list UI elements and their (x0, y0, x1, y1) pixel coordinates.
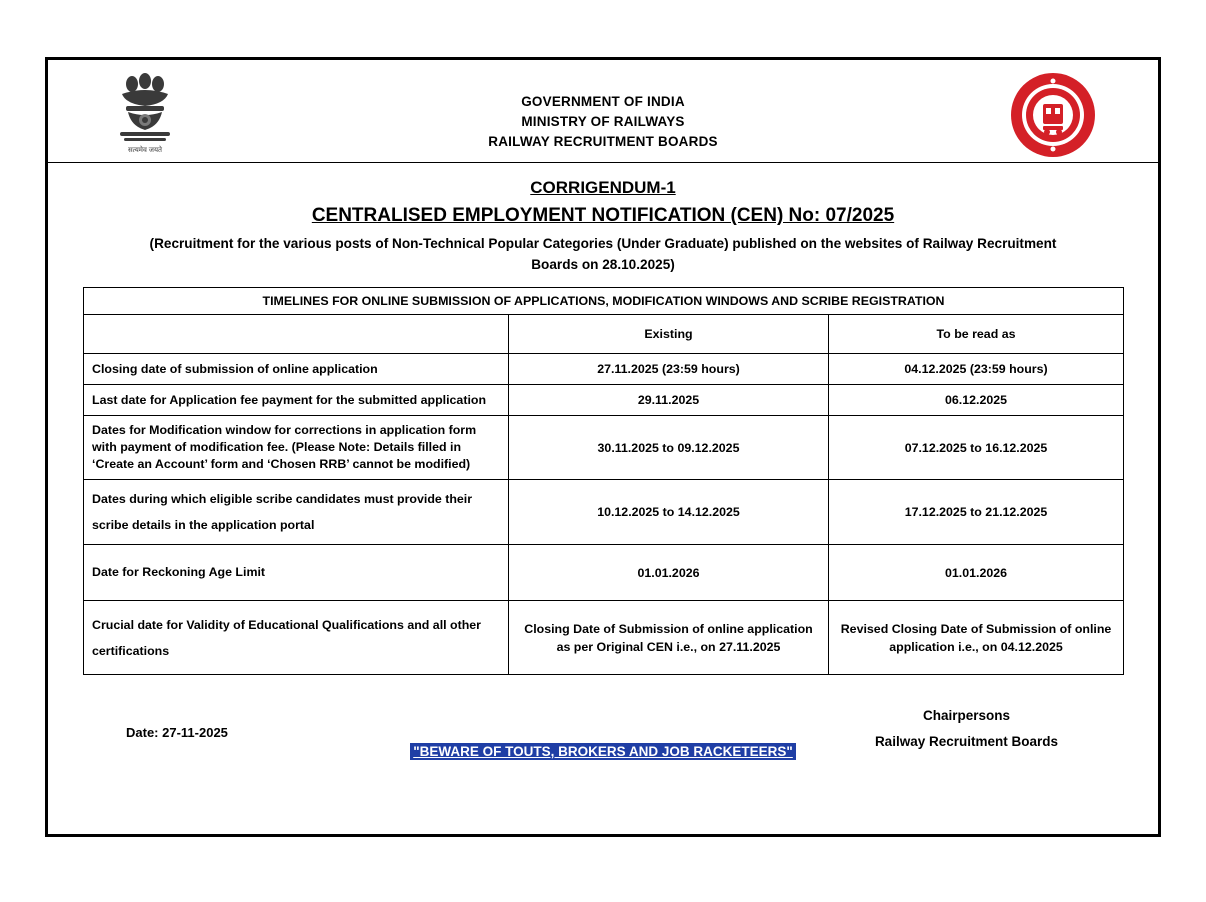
timelines-table (83, 287, 1124, 675)
row-label: Date for Reckoning Age Limit (84, 545, 509, 601)
table-row (84, 480, 1124, 545)
row-revised-value: 06.12.2025 (829, 385, 1124, 416)
row-label: Crucial date for Validity of Educational Qualifications and all other certifications (84, 601, 509, 675)
svg-text:सत्यमेव जयते: सत्यमेव जयते (127, 147, 163, 154)
table-row (84, 545, 1124, 601)
document-page (45, 57, 1161, 837)
row-existing-value: 01.01.2026 (509, 545, 829, 601)
row-revised-value: 04.12.2025 (23:59 hours) (829, 354, 1124, 385)
row-label: Last date for Application fee payment for the submitted application (84, 385, 509, 416)
warning-banner (48, 743, 1158, 761)
indian-railways-logo-icon (1010, 72, 1096, 158)
table-row (84, 416, 1124, 480)
row-existing-value: Closing Date of Submission of online application as per Original CEN i.e., on 27.11.2025 (509, 601, 829, 675)
row-revised-value: Revised Closing Date of Submission of online application i.e., on 04.12.2025 (829, 601, 1124, 675)
column-header-revised: To be read as (829, 315, 1124, 354)
document-header (48, 60, 1158, 163)
column-header-existing: Existing (509, 315, 829, 354)
table-banner: TIMELINES FOR ONLINE SUBMISSION OF APPLICATIONS, MODIFICATION WINDOWS AND SCRIBE REGISTRATION (84, 288, 1124, 315)
warning-text: "BEWARE OF TOUTS, BROKERS AND JOB RACKETEERS" (410, 743, 796, 760)
table-row (84, 601, 1124, 675)
table-row (84, 354, 1124, 385)
table-header-row (84, 315, 1124, 354)
row-existing-value: 30.11.2025 to 09.12.2025 (509, 416, 829, 480)
row-revised-value: 01.01.2026 (829, 545, 1124, 601)
table-row (84, 385, 1124, 416)
signatory-organisation: Railway Recruitment Boards (874, 734, 1058, 749)
row-label: Closing date of submission of online application (84, 354, 509, 385)
header-line-1: GOVERNMENT OF INDIA (521, 94, 685, 109)
row-existing-value: 27.11.2025 (23:59 hours) (509, 354, 829, 385)
row-label: Dates during which eligible scribe candidates must provide their scribe details in the application portal (84, 480, 509, 545)
table-banner-row (84, 288, 1124, 315)
title-block (48, 176, 1158, 275)
header-line-2: MINISTRY OF RAILWAYS (521, 114, 685, 129)
notification-subtitle: (Recruitment for the various posts of Non-Technical Popular Categories (Under Graduate) published on the websites of Railway Recruitment Boards on 28.10.2025) (149, 236, 1057, 272)
timelines-table-wrapper (83, 287, 1123, 675)
row-revised-value: 07.12.2025 to 16.12.2025 (829, 416, 1124, 480)
header-line-3: RAILWAY RECRUITMENT BOARDS (488, 134, 718, 149)
corrigendum-title: CORRIGENDUM-1 (530, 178, 676, 197)
row-existing-value: 10.12.2025 to 14.12.2025 (509, 480, 829, 545)
row-revised-value: 17.12.2025 to 21.12.2025 (829, 480, 1124, 545)
column-header-blank (84, 315, 509, 354)
row-label: Dates for Modification window for corrections in application form with payment of modification fee. (Please Note: Details filled in ‘Create an Account’ form and ‘Chosen RRB’ cannot be modified) (84, 416, 509, 480)
signatory-title: Chairpersons (922, 708, 1010, 723)
row-existing-value: 29.11.2025 (509, 385, 829, 416)
header-titles (48, 92, 1158, 152)
document-footer (48, 697, 1158, 767)
document-date: Date: 27-11-2025 (126, 725, 228, 740)
cen-title: CENTRALISED EMPLOYMENT NOTIFICATION (CEN) No: 07/2025 (311, 205, 895, 226)
